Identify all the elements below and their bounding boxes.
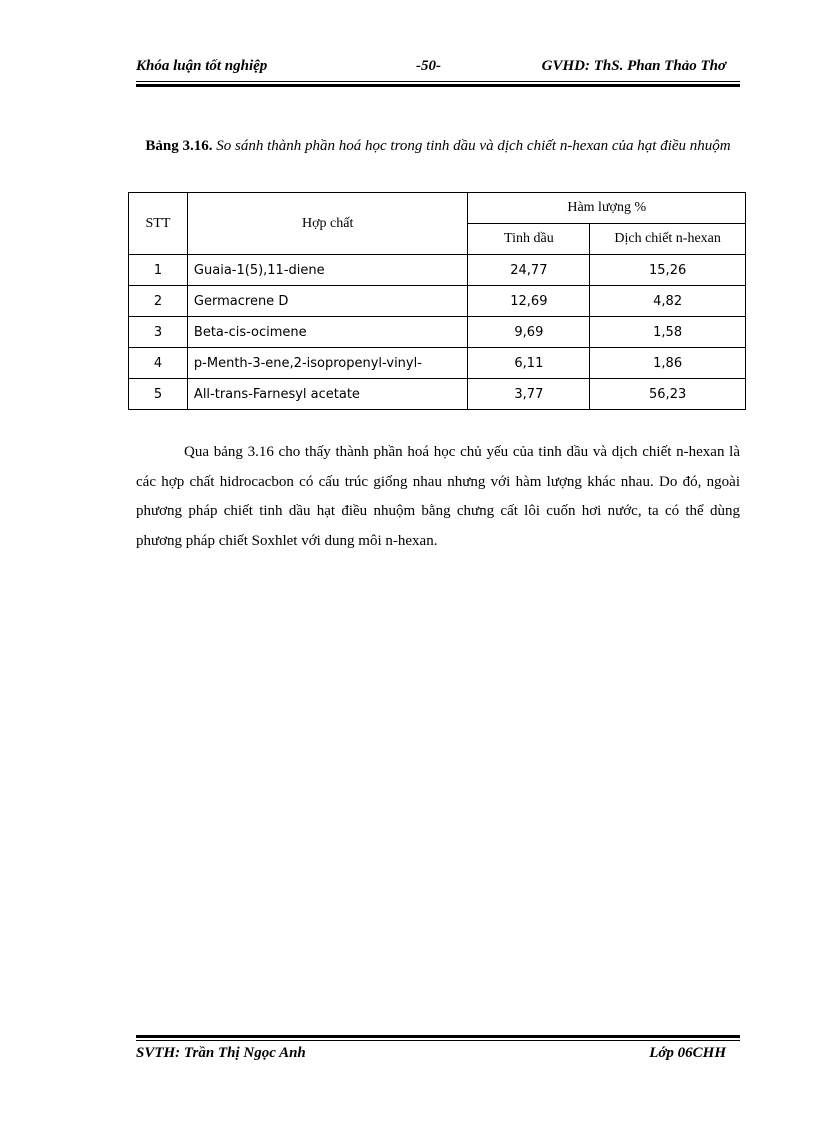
- table-header-row: [129, 193, 746, 224]
- cell-stt: 2: [129, 286, 188, 317]
- table-row: [129, 255, 746, 286]
- footer-student: SVTH: Trần Thị Ngọc Anh: [136, 1045, 306, 1061]
- composition-table: [128, 192, 746, 410]
- caption-label: Bảng 3.16.: [145, 138, 213, 154]
- table-row: [129, 286, 746, 317]
- cell-compound: Beta-cis-ocimene: [187, 317, 468, 348]
- cell-stt: 4: [129, 348, 188, 379]
- cell-compound: Guaia-1(5),11-diene: [187, 255, 468, 286]
- header-rule-thick: [136, 84, 740, 87]
- header-rule-thin: [136, 81, 740, 82]
- cell-oil: 12,69: [468, 286, 590, 317]
- table-row: [129, 348, 746, 379]
- caption-title: So sánh thành phần hoá học trong tinh dầu và dịch chiết n-hexan của hạt điều nhuộm: [216, 138, 731, 154]
- body-paragraph: Qua bảng 3.16 cho thấy thành phần hoá học chủ yếu của tinh dầu và dịch chiết n-hexan là các hợp chất hidrocacbon có cấu trúc giống nhau nhưng với hàm lượng khác nhau. Do đó, ngoài phương pháp chiết tinh dầu hạt điều nhuộm bằng chưng cất lôi cuốn hơi nước, ta có thể dùng phương pháp chiết Soxhlet với dung môi n-hexan.: [136, 444, 740, 549]
- header-compound: Hợp chất: [187, 193, 468, 255]
- header-stt: STT: [129, 193, 188, 255]
- cell-oil: 6,11: [468, 348, 590, 379]
- table-row: [129, 317, 746, 348]
- page-header: [136, 58, 740, 80]
- header-extract: Dịch chiết n-hexan: [590, 224, 746, 255]
- cell-oil: 24,77: [468, 255, 590, 286]
- cell-compound: All-trans-Farnesyl acetate: [187, 379, 468, 410]
- header-thesis-label: Khóa luận tốt nghiệp: [136, 58, 268, 74]
- header-advisor: GVHD: ThS. Phan Thảo Thơ: [541, 58, 726, 74]
- cell-stt: 1: [129, 255, 188, 286]
- cell-extract: 56,23: [590, 379, 746, 410]
- cell-stt: 5: [129, 379, 188, 410]
- cell-extract: 1,58: [590, 317, 746, 348]
- table-caption: [130, 132, 746, 161]
- page-number: -50-: [416, 58, 441, 74]
- cell-extract: 4,82: [590, 286, 746, 317]
- footer-rule-thin: [136, 1040, 740, 1041]
- cell-oil: 3,77: [468, 379, 590, 410]
- cell-oil: 9,69: [468, 317, 590, 348]
- cell-extract: 1,86: [590, 348, 746, 379]
- cell-extract: 15,26: [590, 255, 746, 286]
- cell-compound: Germacrene D: [187, 286, 468, 317]
- cell-compound: p-Menth-3-ene,2-isopropenyl-vinyl-: [187, 348, 468, 379]
- table-row: [129, 379, 746, 410]
- footer-class: Lớp 06CHH: [649, 1045, 726, 1061]
- header-oil: Tinh dầu: [468, 224, 590, 255]
- header-content: Hàm lượng %: [468, 193, 746, 224]
- footer-rule-thick: [136, 1035, 740, 1038]
- cell-stt: 3: [129, 317, 188, 348]
- page-footer: [136, 1045, 740, 1067]
